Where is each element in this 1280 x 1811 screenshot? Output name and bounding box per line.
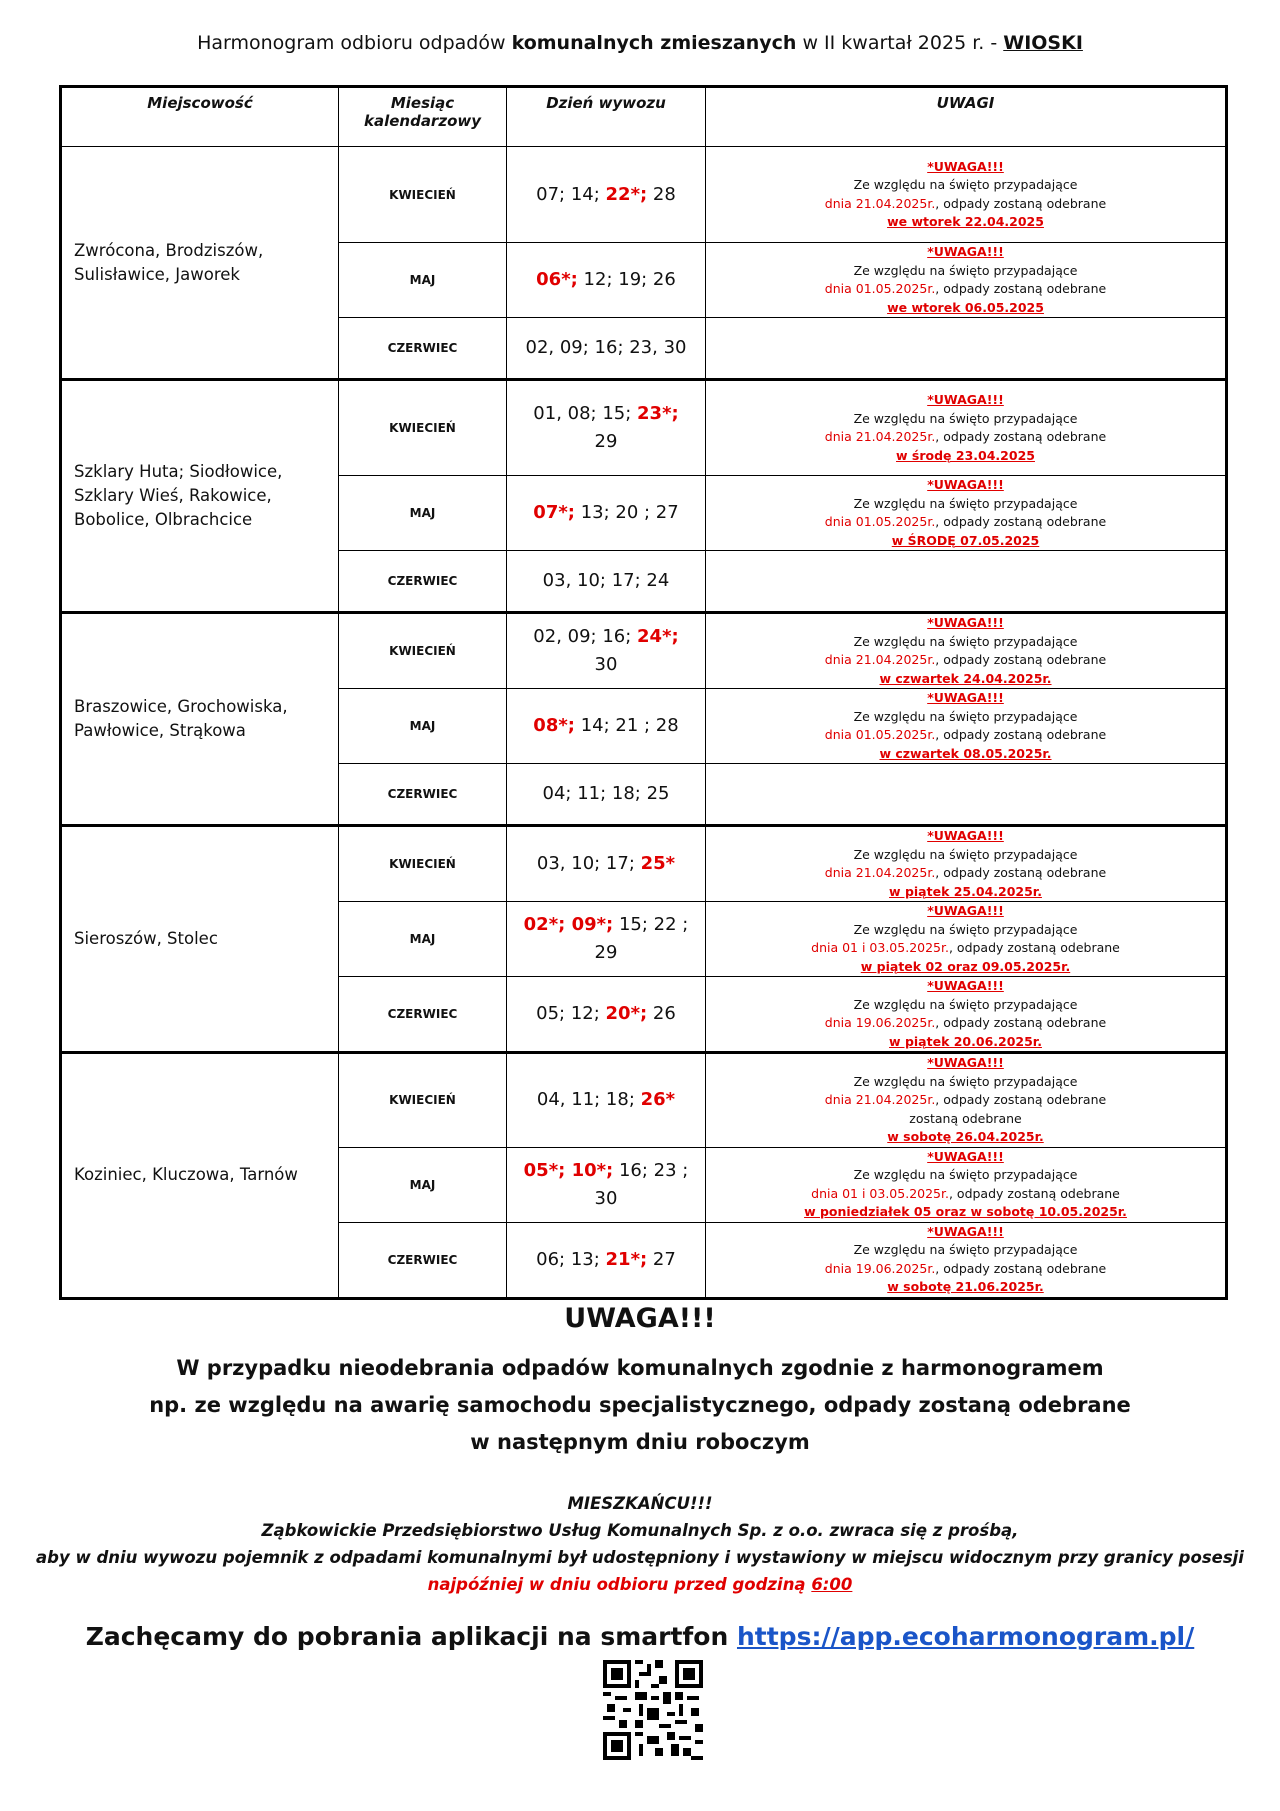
note-line-tail: , odpady zostaną odebrane [935,1015,1107,1030]
pickup-days-cell [507,1222,706,1298]
locality-line: Szklary Huta; Siodłowice, [74,462,283,481]
pickup-day: 27 [647,1248,676,1270]
pickup-day: 03, 10; 17; [536,853,641,874]
notes-cell [706,613,1227,689]
pickup-day: 14; 21 ; 28 [574,715,679,736]
note-extra: zostaną odebrane [909,1110,1022,1126]
note-new-date: w sobotę 26.04.2025r. [887,1129,1044,1144]
holiday-shift-day: 06*; [536,269,578,290]
note-new-date: w poniedziałek 05 oraz w sobotę 10.05.2025r. [804,1204,1127,1219]
warning-line: W przypadku nieodebrania odpadów komunalnych zgodnie z harmonogramem [176,1356,1104,1380]
pickup-day: 26 [647,1003,676,1024]
note-date: dnia 19.06.2025r. [824,1260,936,1276]
note-head: *UWAGA!!! [927,392,1004,407]
table-row [61,826,1227,902]
note-date: dnia 21.04.2025r. [824,1092,936,1107]
locality-line: Braszowice, Grochowiska, [74,697,288,716]
note-new-date: w czwartek 24.04.2025r. [879,670,1052,686]
note-date: dnia 21.04.2025r. [824,195,936,211]
note-date: dnia 01.05.2025r. [824,727,936,742]
pickup-days-cell [507,902,706,977]
table-row [61,147,1227,243]
holiday-shift-day: 22*; [605,183,648,205]
notes-cell [706,243,1227,318]
note-line-tail: , odpady zostaną odebrane [948,1185,1120,1201]
pickup-day: 16; 23 ; 30 [594,1159,689,1209]
note-line-tail: , odpady zostaną odebrane [935,865,1107,880]
note-date: dnia 01 i 03.05.2025r. [811,940,949,955]
note-new-date: w piątek 20.06.2025r. [889,1033,1042,1049]
note-new-date: w piątek 25.04.2025r. [889,883,1042,899]
locality-line: Sulisławice, Jaworek [74,264,240,284]
month-cell: MAJ [339,689,507,764]
notes-cell [706,147,1227,243]
note-date-line [706,1091,1225,1110]
pickup-day: 04, 11; 18; [536,1089,641,1111]
note-date: dnia 01.05.2025r. [824,281,936,296]
holiday-shift-day: 21*; [605,1248,648,1270]
locality-line: Sieroszów, Stolec [74,929,218,948]
month-cell: CZERWIEC [339,551,507,613]
pickup-day: 06; 13; [536,1248,606,1270]
table-header-row [61,87,1227,147]
locality-line: Koziniec, Kluczowa, Tarnów [74,1165,298,1185]
month-cell: CZERWIEC [339,977,507,1053]
month-cell: CZERWIEC [339,764,507,826]
pickup-day: 28 [647,183,676,205]
pickup-day: 29 [594,431,618,452]
note-new-date: we wtorek 06.05.2025 [887,299,1044,315]
note-new-date: w piątek 02 oraz 09.05.2025r. [860,958,1071,974]
pickup-day: 15; 22 ; 29 [594,914,689,963]
month-cell: CZERWIEC [339,318,507,380]
holiday-shift-day: 23*; [637,403,679,424]
note-date: dnia 19.06.2025r. [824,1015,936,1030]
holiday-shift-day: 05*; 10*; [523,1159,614,1181]
holiday-shift-day: 20*; [605,1003,648,1024]
note-head: *UWAGA!!! [927,477,1004,492]
note-line: Ze względu na święto przypadające [853,410,1078,426]
pickup-days-cell [507,476,706,551]
table-row [61,1053,1227,1148]
pickup-days-cell [507,613,706,689]
notes-cell [706,380,1227,476]
page-title: Harmonogram odbioru odpadów komunalnych zmieszanych w II kwartał 2025 r. - WIOSKI [197,32,1083,54]
note-date-line [706,1260,1225,1279]
pickup-day: 03, 10; 17; 24 [542,570,670,591]
app-promo: Zachęcamy do pobrania aplikacji na smartfon https://app.ecoharmonogram.pl/ [85,1622,1195,1651]
note-line-tail: , odpady zostaną odebrane [935,652,1107,667]
note-date: dnia 21.04.2025r. [824,865,936,880]
note-new-date: w środę 23.04.2025 [896,447,1035,463]
month-cell: CZERWIEC [339,1222,507,1298]
notes-cell [706,1147,1227,1222]
month-cell: MAJ [339,476,507,551]
locality-line: Pawłowice, Strąkowa [74,721,246,740]
locality-cell [61,1053,339,1299]
pickup-days-cell [507,147,706,243]
note-line: Ze względu na święto przypadające [853,1242,1078,1257]
notes-cell [706,902,1227,977]
holiday-shift-day: 26* [640,1089,676,1111]
note-date: dnia 01.05.2025r. [824,514,936,529]
note-head: *UWAGA!!! [927,615,1004,630]
pickup-days-cell [507,689,706,764]
note-date: dnia 01 i 03.05.2025r. [811,1185,949,1201]
qr-code-icon [603,1660,703,1760]
table-row [61,380,1227,476]
pickup-days-cell [507,1053,706,1148]
month-cell: MAJ [339,243,507,318]
month-cell: KWIECIEŃ [339,380,507,476]
pickup-day: 30 [594,654,618,675]
pickup-day: 12; 19; 26 [577,269,676,290]
pickup-day: 01, 08; 15; [533,403,638,424]
note-new-date: we wtorek 22.04.2025 [887,214,1044,229]
pickup-days-cell [507,764,706,826]
note-line: Ze względu na święto przypadające [853,633,1078,649]
note-date: dnia 21.04.2025r. [824,652,936,667]
note-line: Ze względu na święto przypadające [853,708,1078,724]
notes-cell [706,476,1227,551]
note-line: Ze względu na święto przypadające [853,177,1078,192]
holiday-shift-day: 07*; [533,502,575,523]
note-date-line [706,428,1225,447]
note-head: *UWAGA!!! [927,1223,1004,1239]
note-head: *UWAGA!!! [927,690,1004,705]
pickup-days-cell [507,826,706,902]
pickup-days-cell [507,551,706,613]
note-date-line [706,939,1225,958]
notes-cell [706,318,1227,380]
note-line-tail: , odpady zostaną odebrane [935,727,1107,742]
pickup-days-cell [507,380,706,476]
note-new-date: w sobotę 21.06.2025r. [887,1279,1044,1294]
pickup-day: 02, 09; 16; 23, 30 [525,337,687,358]
pickup-days-cell [507,977,706,1053]
footer-warning-title: UWAGA!!! [564,1303,716,1334]
locality-line: Bobolice, Olbrachcice [74,510,253,529]
pickup-day: 13; 20 ; 27 [574,502,679,523]
header-day: Dzień wywozu [507,87,706,147]
note-date-line [706,864,1225,883]
warning-line: w następnym dniu roboczym [470,1430,810,1454]
holiday-shift-day: 08*; [533,715,575,736]
schedule-body [61,147,1227,1299]
note-date-line [706,1185,1225,1204]
note-date-line [706,513,1225,532]
locality-cell [61,826,339,1053]
locality-cell [61,613,339,826]
locality-cell [61,380,339,613]
notes-cell [706,1053,1227,1148]
locality-cell [61,147,339,380]
note-line-tail: , odpady zostaną odebrane [935,1092,1107,1107]
month-cell: MAJ [339,1147,507,1222]
notes-cell [706,1222,1227,1298]
note-line: Ze względu na święto przypadające [853,921,1078,937]
resident-head: MIESZKAŃCU!!! [567,1494,713,1513]
note-line-tail: , odpady zostaną odebrane [935,514,1107,529]
pickup-day: 04; 11; 18; 25 [542,783,670,804]
pickup-day: 05; 12; [536,1003,606,1024]
month-cell: KWIECIEŃ [339,613,507,689]
note-new-date: w czwartek 08.05.2025r. [879,745,1052,761]
note-head: *UWAGA!!! [927,244,1004,259]
pickup-days-cell [507,243,706,318]
note-line-tail: , odpady zostaną odebrane [935,1260,1107,1276]
schedule-table [59,85,1228,1300]
month-cell: KWIECIEŃ [339,147,507,243]
notes-cell [706,764,1227,826]
note-line-tail: , odpady zostaną odebrane [948,940,1120,955]
table-row [61,613,1227,689]
pickup-day: 07; 14; [536,183,606,205]
app-link[interactable]: https://app.ecoharmonogram.pl/ [736,1622,1195,1651]
resident-notice [0,1490,1280,1598]
notes-cell [706,551,1227,613]
note-line: Ze względu na święto przypadające [853,996,1078,1012]
pickup-days-cell [507,1147,706,1222]
note-date-line [706,726,1225,745]
note-head: *UWAGA!!! [927,1055,1004,1070]
note-line: Ze względu na święto przypadające [853,262,1078,278]
resident-line: Ząbkowickie Przedsiębiorstwo Usług Komunalnych Sp. z o.o. zwraca się z prośbą, [261,1521,1019,1540]
note-head: *UWAGA!!! [927,903,1004,918]
note-date: dnia 21.04.2025r. [824,429,936,444]
month-cell: KWIECIEŃ [339,826,507,902]
resident-line: aby w dniu wywozu pojemnik z odpadami komunalnymi był udostępniony i wystawiony w miejscu widocznym przy granicy posesji [36,1548,1244,1567]
header-notes: UWAGI [706,87,1227,147]
holiday-shift-day: 25* [640,853,676,874]
notes-cell [706,826,1227,902]
note-head: *UWAGA!!! [927,158,1004,174]
holiday-shift-day: 02*; 09*; [523,914,614,935]
note-line-tail: , odpady zostaną odebrane [935,429,1107,444]
note-line-tail: , odpady zostaną odebrane [935,281,1107,296]
note-head: *UWAGA!!! [927,978,1004,993]
note-line-tail: , odpady zostaną odebrane [935,195,1107,211]
note-head: *UWAGA!!! [927,828,1004,843]
locality-line: Zwrócona, Brodziszów, [74,240,264,260]
note-line: Ze względu na święto przypadające [853,1073,1078,1089]
holiday-shift-day: 24*; [637,626,679,647]
note-line: Ze względu na święto przypadające [853,495,1078,511]
note-date-line [706,651,1225,670]
note-date-line [706,195,1225,214]
deadline: najpóźniej w dniu odbioru przed godziną 6:00 [427,1575,853,1594]
note-date-line [706,1014,1225,1033]
notes-cell [706,977,1227,1053]
note-head: *UWAGA!!! [927,1148,1004,1164]
note-line: Ze względu na święto przypadające [853,846,1078,862]
header-month: Miesiąc kalendarzowy [339,87,507,147]
notes-cell [706,689,1227,764]
note-line: Ze względu na święto przypadające [853,1167,1078,1182]
pickup-days-cell [507,318,706,380]
warning-line: np. ze względu na awarię samochodu specjalistycznego, odpady zostaną odebrane [149,1393,1131,1417]
locality-line: Szklary Wieś, Rakowice, [74,486,272,505]
note-date-line [706,280,1225,299]
header-locality: Miejscowość [61,87,339,147]
footer-warning-text [0,1350,1280,1461]
pickup-day: 02, 09; 16; [533,626,638,647]
note-new-date: w ŚRODĘ 07.05.2025 [891,532,1040,548]
month-cell: MAJ [339,902,507,977]
month-cell: KWIECIEŃ [339,1053,507,1148]
